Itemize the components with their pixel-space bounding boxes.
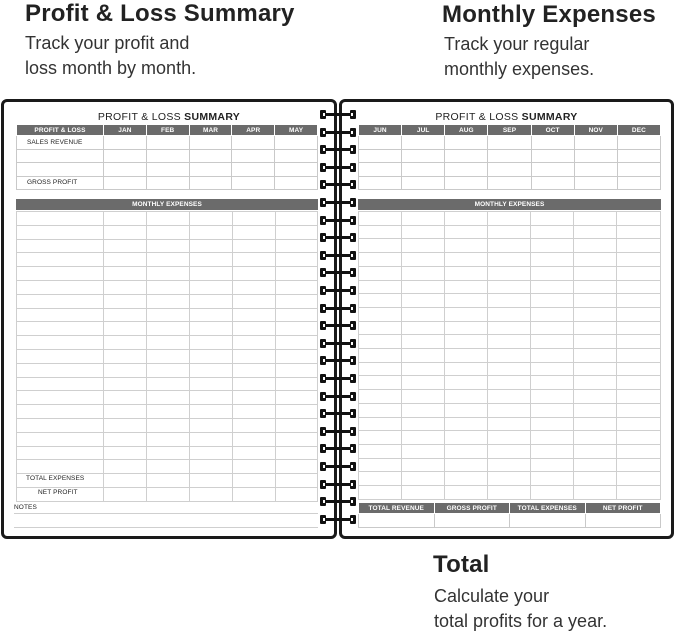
monthly-expenses-description: Track your regular monthly expenses. bbox=[444, 34, 595, 79]
spiral-ring bbox=[320, 216, 356, 225]
net-profit-header: NET PROFIT bbox=[585, 503, 661, 514]
total-description: Calculate your total profits for a year. bbox=[434, 586, 608, 631]
table-cell[interactable] bbox=[359, 149, 402, 163]
grid-column-line bbox=[317, 211, 318, 501]
left-expenses-grid[interactable] bbox=[16, 211, 318, 501]
left-planner-page bbox=[1, 99, 337, 539]
table-cell[interactable] bbox=[617, 136, 660, 150]
spiral-ring bbox=[320, 128, 356, 137]
table-cell[interactable] bbox=[146, 163, 189, 177]
table-cell[interactable] bbox=[402, 163, 445, 177]
right-pl-header-row bbox=[359, 125, 661, 136]
month-header-feb: FEB bbox=[146, 125, 189, 136]
spiral-ring bbox=[320, 515, 356, 524]
spiral-ring bbox=[320, 198, 356, 207]
month-header-aug: AUG bbox=[445, 125, 488, 136]
grid-row-line bbox=[16, 487, 318, 488]
grid-column-line bbox=[146, 211, 147, 501]
table-cell[interactable] bbox=[488, 176, 531, 190]
total-heading: Total bbox=[433, 551, 490, 578]
grid-row-line bbox=[16, 349, 318, 350]
total-expenses-cell[interactable] bbox=[510, 514, 586, 528]
grid-row-line bbox=[16, 252, 318, 253]
table-cell[interactable] bbox=[531, 176, 574, 190]
month-header-jul: JUL bbox=[402, 125, 445, 136]
table-cell[interactable] bbox=[189, 149, 232, 163]
spiral-ring bbox=[320, 374, 356, 383]
total-revenue-header: TOTAL REVENUE bbox=[359, 503, 435, 514]
table-cell[interactable] bbox=[189, 163, 232, 177]
spiral-ring bbox=[320, 268, 356, 277]
grid-column-line bbox=[616, 211, 617, 499]
pl-summary-description: Track your profit and loss month by month. bbox=[25, 33, 197, 78]
left-pl-header-row bbox=[17, 125, 318, 136]
spiral-ring bbox=[320, 163, 356, 172]
grid-column-line bbox=[444, 211, 445, 499]
left-pl-table bbox=[16, 124, 318, 190]
right-expenses-grid[interactable] bbox=[358, 211, 661, 499]
month-header-may: MAY bbox=[275, 125, 318, 136]
table-cell[interactable] bbox=[402, 176, 445, 190]
table-row bbox=[359, 163, 661, 177]
table-cell[interactable] bbox=[104, 136, 147, 150]
month-header-sep: SEP bbox=[488, 125, 531, 136]
grid-row-line bbox=[16, 266, 318, 267]
table-cell[interactable] bbox=[146, 149, 189, 163]
spiral-ring bbox=[320, 110, 356, 119]
table-cell[interactable] bbox=[617, 176, 660, 190]
table-cell[interactable] bbox=[445, 136, 488, 150]
table-cell[interactable] bbox=[445, 176, 488, 190]
right-planner-page bbox=[339, 99, 674, 539]
row-label-sales-revenue: SALES REVENUE bbox=[17, 136, 104, 150]
left-page-title bbox=[4, 111, 334, 123]
table-cell[interactable] bbox=[104, 163, 147, 177]
gross-profit-header: GROSS PROFIT bbox=[434, 503, 510, 514]
notes-label: NOTES bbox=[14, 504, 37, 511]
table-cell[interactable] bbox=[574, 163, 617, 177]
spiral-ring bbox=[320, 145, 356, 154]
table-row bbox=[17, 149, 318, 163]
table-cell[interactable] bbox=[146, 136, 189, 150]
table-cell[interactable] bbox=[104, 149, 147, 163]
month-header-mar: MAR bbox=[189, 125, 232, 136]
table-cell[interactable] bbox=[531, 136, 574, 150]
table-cell[interactable] bbox=[359, 163, 402, 177]
table-cell[interactable] bbox=[445, 149, 488, 163]
grid-row-line bbox=[16, 363, 318, 364]
month-header-jun: JUN bbox=[359, 125, 402, 136]
grid-column-line bbox=[189, 211, 190, 501]
table-cell[interactable] bbox=[359, 176, 402, 190]
table-cell[interactable] bbox=[488, 136, 531, 150]
spiral-ring bbox=[320, 392, 356, 401]
table-row bbox=[359, 136, 661, 150]
right-page-title-plain: PROFIT & LOSS bbox=[435, 111, 522, 123]
total-expenses-label: TOTAL EXPENSES bbox=[26, 475, 85, 482]
grid-row-line bbox=[16, 446, 318, 447]
grid-row-line bbox=[16, 280, 318, 281]
spiral-ring bbox=[320, 304, 356, 313]
totals-header-row bbox=[359, 503, 661, 514]
net-profit-label: NET PROFIT bbox=[38, 489, 78, 496]
grid-row-line bbox=[16, 418, 318, 419]
spiral-ring bbox=[320, 339, 356, 348]
spiral-ring bbox=[320, 480, 356, 489]
grid-row-line bbox=[16, 390, 318, 391]
grid-row-line bbox=[16, 294, 318, 295]
spiral-ring bbox=[320, 356, 356, 365]
table-cell[interactable] bbox=[275, 163, 318, 177]
grid-row-line bbox=[16, 335, 318, 336]
table-cell[interactable] bbox=[445, 163, 488, 177]
month-header-oct: OCT bbox=[531, 125, 574, 136]
table-cell[interactable] bbox=[232, 163, 275, 177]
grid-row-line bbox=[16, 211, 318, 212]
table-cell[interactable] bbox=[17, 149, 104, 163]
table-cell[interactable] bbox=[402, 136, 445, 150]
table-cell[interactable] bbox=[531, 163, 574, 177]
table-cell[interactable] bbox=[574, 136, 617, 150]
grid-row-line bbox=[16, 321, 318, 322]
right-page-title-bold: SUMMARY bbox=[521, 111, 578, 123]
table-row bbox=[17, 136, 318, 150]
spiral-binding bbox=[320, 100, 356, 530]
table-row bbox=[359, 514, 661, 528]
month-header-nov: NOV bbox=[574, 125, 617, 136]
table-cell[interactable] bbox=[574, 176, 617, 190]
right-pl-table bbox=[358, 124, 661, 190]
spiral-ring bbox=[320, 286, 356, 295]
table-cell[interactable] bbox=[275, 176, 318, 190]
table-cell[interactable] bbox=[617, 149, 660, 163]
grid-column-line bbox=[232, 211, 233, 501]
table-cell[interactable] bbox=[232, 136, 275, 150]
grid-row-line bbox=[16, 225, 318, 226]
pl-header-label: PROFIT & LOSS bbox=[17, 125, 104, 136]
grid-column-line bbox=[401, 211, 402, 499]
table-row bbox=[17, 163, 318, 177]
notes-lines[interactable] bbox=[14, 499, 318, 529]
left-page-title-plain: PROFIT & LOSS bbox=[97, 111, 185, 123]
grid-row-line bbox=[16, 459, 318, 460]
total-expenses-header: TOTAL EXPENSES bbox=[510, 503, 586, 514]
table-cell[interactable] bbox=[488, 149, 531, 163]
spiral-ring bbox=[320, 233, 356, 242]
right-monthly-expenses-bar: MONTHLY EXPENSES bbox=[358, 199, 661, 210]
right-totals-table bbox=[358, 502, 661, 528]
table-cell[interactable] bbox=[617, 163, 660, 177]
table-cell[interactable] bbox=[104, 176, 147, 190]
spiral-ring bbox=[320, 462, 356, 471]
spiral-ring bbox=[320, 251, 356, 260]
grid-column-line bbox=[16, 211, 17, 501]
gross-profit-cell[interactable] bbox=[434, 514, 510, 528]
grid-row-line bbox=[16, 404, 318, 405]
table-cell[interactable] bbox=[402, 149, 445, 163]
table-cell[interactable] bbox=[189, 136, 232, 150]
table-cell[interactable] bbox=[189, 176, 232, 190]
table-cell[interactable] bbox=[146, 176, 189, 190]
month-header-jan: JAN bbox=[104, 125, 147, 136]
spiral-ring bbox=[320, 427, 356, 436]
table-cell[interactable] bbox=[232, 149, 275, 163]
table-cell[interactable] bbox=[488, 163, 531, 177]
table-cell[interactable] bbox=[359, 136, 402, 150]
table-cell[interactable] bbox=[275, 149, 318, 163]
left-monthly-expenses-bar: MONTHLY EXPENSES bbox=[16, 199, 318, 210]
grid-column-line bbox=[660, 211, 661, 499]
table-cell[interactable] bbox=[232, 176, 275, 190]
monthly-expenses-heading: Monthly Expenses bbox=[442, 1, 656, 28]
month-header-apr: APR bbox=[232, 125, 275, 136]
table-row bbox=[359, 176, 661, 190]
grid-row-line bbox=[16, 308, 318, 309]
grid-column-line bbox=[487, 211, 488, 499]
spiral-ring bbox=[320, 444, 356, 453]
grid-column-line bbox=[103, 211, 104, 501]
grid-column-line bbox=[275, 211, 276, 501]
grid-row-line bbox=[16, 377, 318, 378]
total-revenue-cell[interactable] bbox=[359, 514, 435, 528]
table-cell[interactable] bbox=[574, 149, 617, 163]
month-header-dec: DEC bbox=[617, 125, 660, 136]
grid-row-line bbox=[16, 432, 318, 433]
spiral-ring bbox=[320, 409, 356, 418]
grid-row-line bbox=[16, 239, 318, 240]
right-page-title bbox=[342, 111, 671, 123]
left-page-title-bold: SUMMARY bbox=[184, 111, 241, 123]
table-cell[interactable] bbox=[17, 163, 104, 177]
net-profit-cell[interactable] bbox=[585, 514, 661, 528]
table-cell[interactable] bbox=[275, 136, 318, 150]
grid-column-line bbox=[530, 211, 531, 499]
grid-column-line bbox=[573, 211, 574, 499]
spiral-ring bbox=[320, 180, 356, 189]
table-cell[interactable] bbox=[531, 149, 574, 163]
row-label-gross-profit: GROSS PROFIT bbox=[17, 176, 104, 190]
grid-column-line bbox=[358, 211, 359, 499]
pl-summary-heading: Profit & Loss Summary bbox=[25, 0, 295, 27]
spiral-ring bbox=[320, 497, 356, 506]
spiral-ring bbox=[320, 321, 356, 330]
table-row bbox=[359, 149, 661, 163]
table-row bbox=[17, 176, 318, 190]
